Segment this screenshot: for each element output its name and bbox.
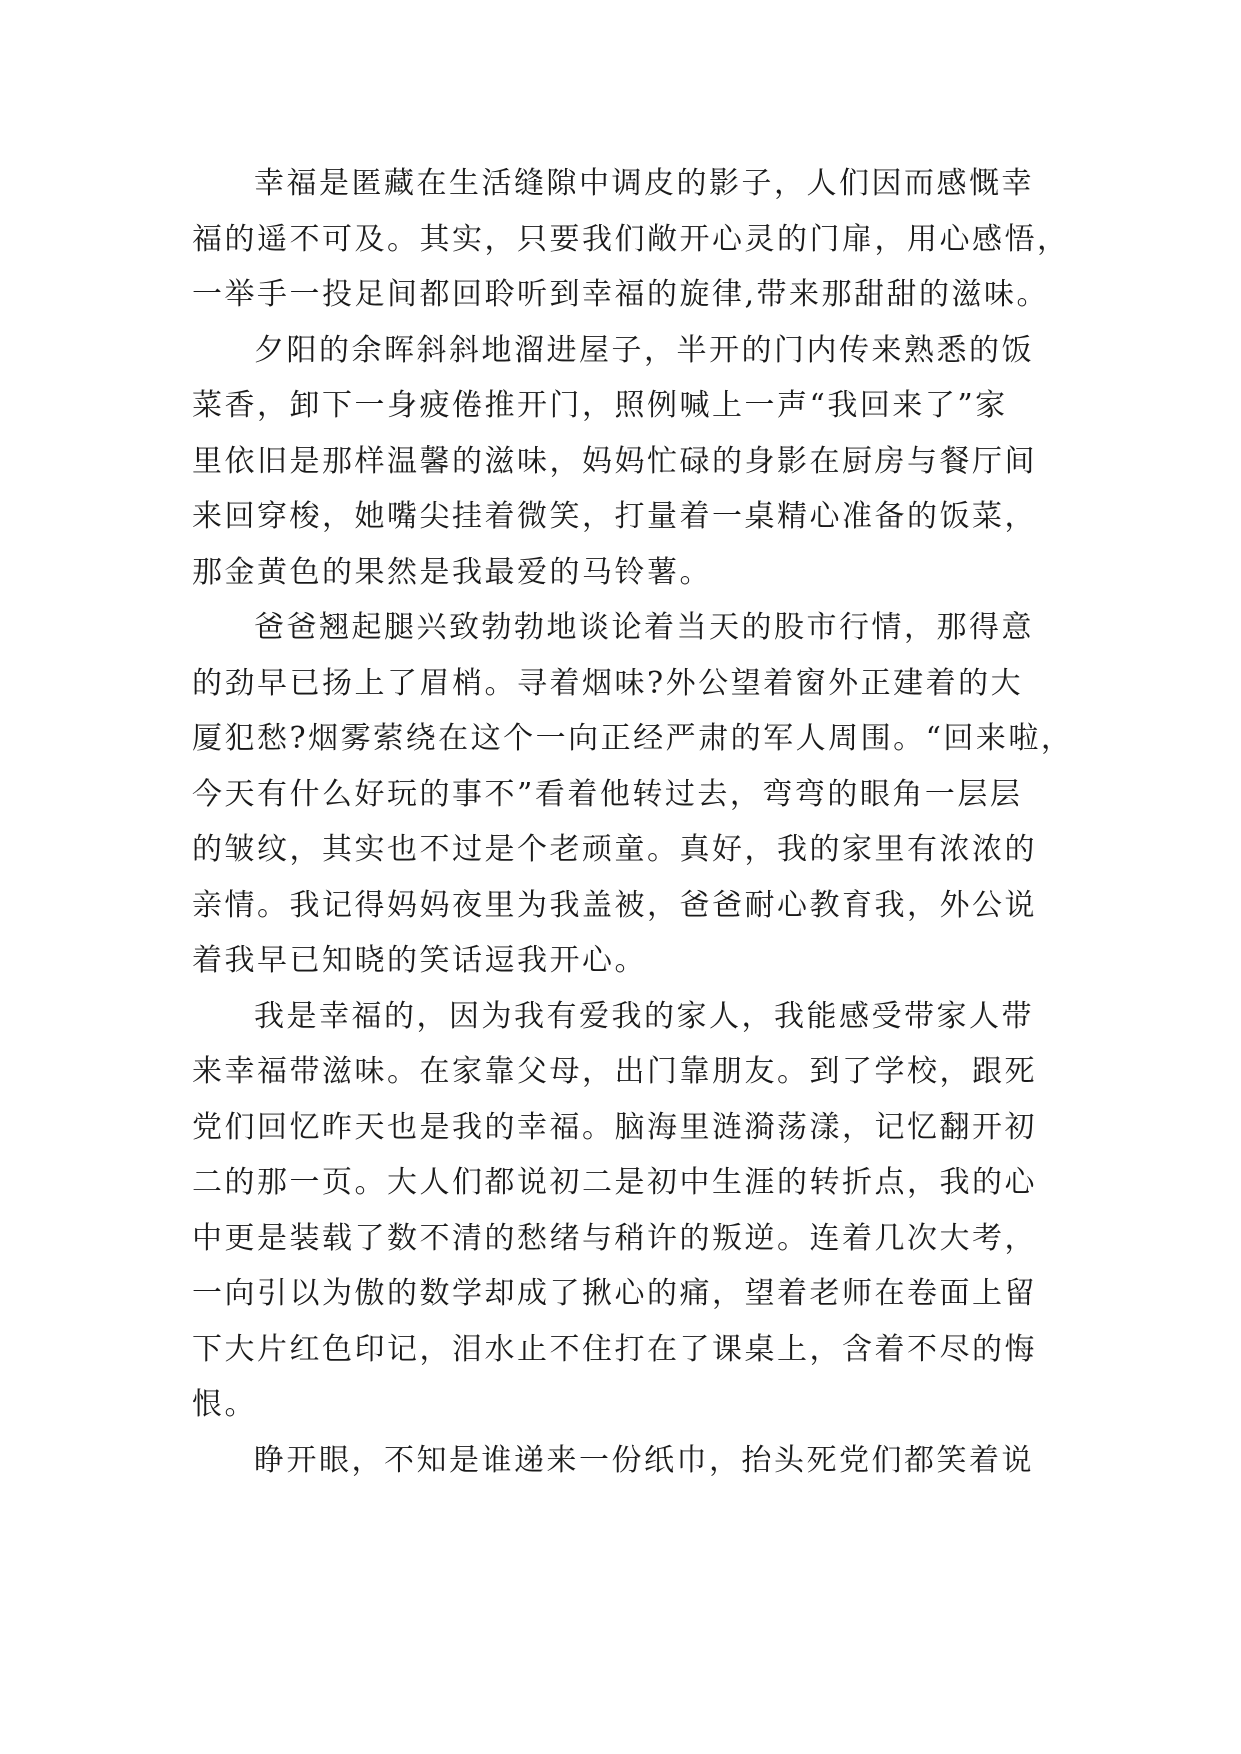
- text-line: 睁开眼，不知是谁递来一份纸巾，抬头死党们都笑着说: [254, 1442, 1034, 1478]
- text-line: 来回穿梭，她嘴尖挂着微笑，打量着一桌精心准备的饭菜，: [192, 499, 1037, 534]
- paragraph: [192, 156, 1092, 323]
- text-line: 夕阳的余晖斜斜地溜进屋子，半开的门内传来熟悉的饭: [254, 332, 1034, 368]
- text-line: 那金黄色的果然是我最爱的马铃薯。: [192, 554, 712, 590]
- paragraph: [192, 1433, 1092, 1489]
- text-line: 着我早已知晓的笑话逗我开心。: [192, 943, 647, 978]
- text-line: 二的那一页。大人们都说初二是初中生涯的转折点，我的心: [192, 1165, 1037, 1200]
- text-line: 下大片红色印记，泪水止不住打在了课桌上，含着不尽的悔: [192, 1331, 1037, 1367]
- text-line: 中更是装载了数不清的愁绪与稍许的叛逆。连着几次大考，: [192, 1220, 1037, 1256]
- text-line: 里依旧是那样温馨的滋味，妈妈忙碌的身影在厨房与餐厅间: [192, 443, 1037, 479]
- paragraph: [192, 323, 1092, 601]
- text-line: 爸爸翘起腿兴致勃勃地谈论着当天的股市行情，那得意: [254, 610, 1034, 645]
- text-line: 的皱纹，其实也不过是个老顽童。真好，我的家里有浓浓的: [192, 832, 1037, 867]
- paragraph: [192, 989, 1092, 1433]
- text-line: 厦犯愁?烟雾萦绕在这个一向正经严肃的军人周围。“回来啦，: [192, 721, 1074, 756]
- text-line: 恨。: [192, 1387, 257, 1422]
- text-line: 菜香，卸下一身疲倦推开门，照例喊上一声“我回来了”家: [192, 388, 1008, 423]
- body-text: [192, 156, 1092, 1488]
- text-line: 来幸福带滋味。在家靠父母，出门靠朋友。到了学校，跟死: [192, 1054, 1037, 1089]
- text-line: 今天有什么好玩的事不”看着他转过去，弯弯的眼角一层层: [192, 776, 1023, 812]
- text-line: 一举手一投足间都回聆听到幸福的旋律,带来那甜甜的滋味。: [192, 277, 1050, 312]
- text-line: 党们回忆昨天也是我的幸福。脑海里涟漪荡漾，记忆翻开初: [192, 1109, 1037, 1145]
- text-line: 一向引以为傲的数学却成了揪心的痛，望着老师在卷面上留: [192, 1276, 1037, 1311]
- paragraph: [192, 600, 1092, 989]
- text-line: 我是幸福的，因为我有爱我的家人，我能感受带家人带: [254, 998, 1034, 1034]
- text-line: 亲情。我记得妈妈夜里为我盖被，爸爸耐心教育我，外公说: [192, 887, 1037, 923]
- text-line: 幸福是匿藏在生活缝隙中调皮的影子，人们因而感慨幸: [254, 166, 1034, 201]
- text-line: 的劲早已扬上了眉梢。寻着烟味?外公望着窗外正建着的大: [192, 665, 1024, 701]
- text-line: 福的遥不可及。其实，只要我们敞开心灵的门扉，用心感悟，: [192, 221, 1070, 257]
